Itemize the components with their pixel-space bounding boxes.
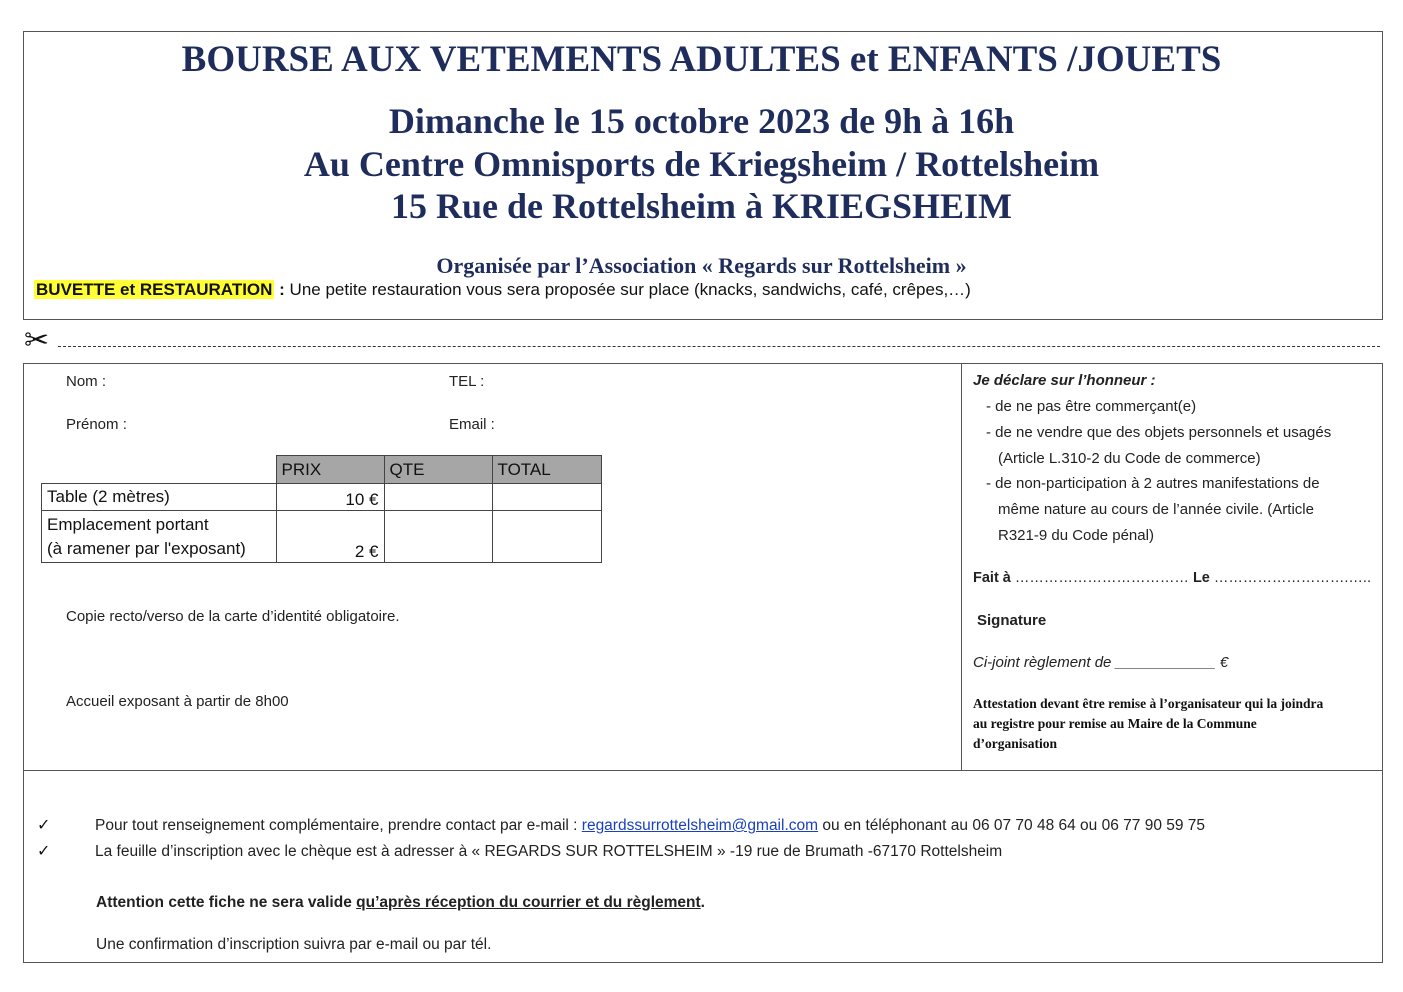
declaration-divider bbox=[961, 363, 962, 771]
attention-period: . bbox=[700, 894, 705, 911]
row-label: Table (2 mètres) bbox=[42, 484, 277, 511]
pricing-table bbox=[41, 455, 602, 563]
buvette-line bbox=[34, 280, 971, 300]
attention-underlined: qu’après réception du courrier et du règlement bbox=[356, 894, 701, 911]
fait-a-line bbox=[973, 565, 1371, 591]
declaration-heading: Je déclare sur l’honneur : bbox=[973, 372, 1156, 389]
scissors-icon: ✂ bbox=[24, 324, 50, 357]
contact-phones: ou en téléphonant au 06 07 70 48 64 ou 06 77 90 59 75 bbox=[818, 817, 1206, 834]
declaration-item-3-cont: même nature au cours de l’année civile. (Article bbox=[998, 501, 1314, 518]
declaration-item-2: - de ne vendre que des objets personnels et usagés bbox=[986, 424, 1332, 441]
confirmation-line: Une confirmation d’inscription suivra par e-mail ou par tél. bbox=[96, 936, 492, 953]
mailing-address-line: La feuille d’inscription avec le chèque est à adresser à « REGARDS SUR ROTTELSHEIM » -19 rue de Brumath -67170 Rottelsheim bbox=[95, 843, 1003, 860]
check-icon: ✓ bbox=[37, 817, 51, 834]
declaration-item-2-cont: (Article L.310-2 du Code de commerce) bbox=[998, 450, 1261, 467]
fait-a-dots: ……………………………… bbox=[1010, 570, 1193, 586]
fait-a-label: Fait à bbox=[973, 570, 1011, 586]
header-total: TOTAL bbox=[492, 456, 601, 484]
footer-box bbox=[23, 770, 1383, 963]
attestation-line-1: Attestation devant être remise à l’organisateur qui la joindra bbox=[973, 696, 1324, 711]
declaration-item-3: - de non-participation à 2 autres manifestations de bbox=[986, 475, 1320, 492]
contact-email-link[interactable]: regardssurrottelsheim@gmail.com bbox=[581, 817, 819, 834]
event-title: BOURSE AUX VETEMENTS ADULTES et ENFANTS /JOUETS bbox=[181, 39, 1222, 80]
attention-line bbox=[96, 894, 705, 912]
row-label-line2: (à ramener par l'exposant) bbox=[47, 538, 246, 558]
row-label bbox=[42, 511, 277, 563]
attention-text: Attention cette fiche ne sera valide bbox=[96, 894, 357, 911]
attestation-line-3: d’organisation bbox=[973, 736, 1058, 751]
declaration-item-1: - de ne pas être commerçant(e) bbox=[986, 398, 1197, 415]
contact-line bbox=[95, 817, 1205, 835]
row-label-line1: Emplacement portant bbox=[47, 514, 209, 534]
prenom-label: Prénom : bbox=[66, 416, 127, 433]
row-qty-cell[interactable] bbox=[384, 484, 492, 511]
table-row bbox=[42, 484, 602, 511]
cut-line bbox=[58, 346, 1380, 347]
event-date: Dimanche le 15 octobre 2023 de 9h à 16h bbox=[388, 101, 1015, 141]
event-venue: Au Centre Omnisports de Kriegsheim / Rottelsheim bbox=[303, 144, 1100, 184]
email-label: Email : bbox=[449, 416, 495, 433]
buvette-separator: : bbox=[274, 280, 290, 299]
row-total-cell[interactable] bbox=[492, 484, 601, 511]
row-price: 2 € bbox=[276, 511, 384, 563]
le-dots: ……………………….….. bbox=[1209, 570, 1371, 586]
attestation-note bbox=[973, 694, 1323, 754]
id-copy-note: Copie recto/verso de la carte d’identité obligatoire. bbox=[66, 608, 400, 625]
attestation-line-2: au registre pour remise au Maire de la Commune bbox=[973, 716, 1257, 731]
check-icon: ✓ bbox=[37, 843, 51, 860]
tel-label: TEL : bbox=[449, 373, 485, 390]
buvette-highlight: BUVETTE et RESTAURATION bbox=[36, 280, 273, 299]
pricing-header-empty bbox=[42, 456, 277, 484]
payment-line: Ci-joint règlement de ____________ € bbox=[973, 654, 1229, 671]
pricing-header-row bbox=[42, 456, 602, 484]
event-address: 15 Rue de Rottelsheim à KRIEGSHEIM bbox=[391, 186, 1012, 226]
table-row bbox=[42, 511, 602, 563]
row-price: 10 € bbox=[276, 484, 384, 511]
contact-text: Pour tout renseignement complémentaire, prendre contact par e-mail : bbox=[95, 817, 582, 834]
welcome-note: Accueil exposant à partir de 8h00 bbox=[66, 693, 289, 710]
signature-label: Signature bbox=[977, 612, 1047, 629]
nom-label: Nom : bbox=[66, 373, 107, 390]
row-total-cell[interactable] bbox=[492, 511, 601, 563]
le-label: Le bbox=[1192, 570, 1210, 586]
event-organizer: Organisée par l’Association « Regards sur Rottelsheim » bbox=[436, 253, 967, 278]
declaration-item-3-end: R321-9 du Code pénal) bbox=[998, 527, 1154, 544]
header-prix: PRIX bbox=[276, 456, 384, 484]
header-qte: QTE bbox=[384, 456, 492, 484]
buvette-text: Une petite restauration vous sera proposée sur place (knacks, sandwichs, café, crêpes,…) bbox=[289, 280, 971, 299]
row-qty-cell[interactable] bbox=[384, 511, 492, 563]
